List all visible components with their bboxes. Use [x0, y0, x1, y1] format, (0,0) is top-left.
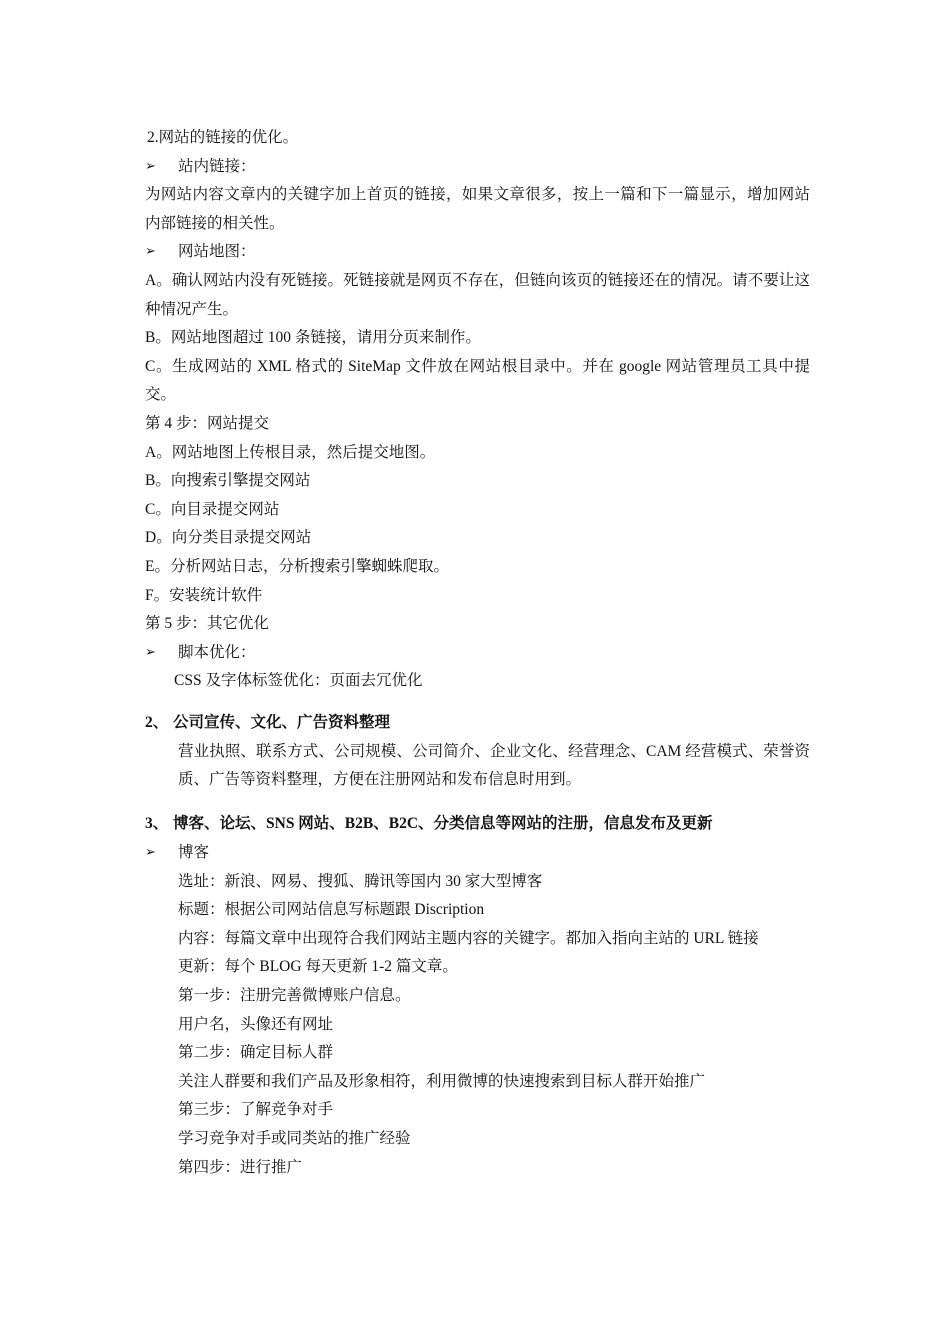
step-one: 第一步：注册完善微博账户信息。 — [178, 987, 411, 1005]
section-heading-3 — [145, 809, 810, 839]
list-item: F。安装统计软件 — [145, 586, 263, 604]
paragraph-company-materials: 营业执照、联系方式、公司规模、公司简介、企业文化、经营理念、CAM 经营模式、荣誉资质、广告等资料整理，方便在注册网站和发布信息时用到。 — [178, 742, 810, 789]
bullet-label: 博客 — [178, 844, 210, 862]
paragraph-xml-sitemap: C。生成网站的 XML 格式的 SiteMap 文件放在网站根目录中。并在 google 网站管理员工具中提交。 — [145, 357, 810, 404]
list-item: B。向搜索引擎提交网站 — [145, 472, 311, 490]
document-body — [145, 124, 810, 1182]
blog-title: 标题：根据公司网站信息写标题跟 Discription — [178, 901, 485, 919]
step-three-detail: 学习竞争对手或同类站的推广经验 — [178, 1130, 411, 1147]
blog-content: 内容：每篇文章中出现符合我们网站主题内容的关键字。都加入指向主站的 URL 链接 — [178, 929, 759, 947]
bullet-label: 网站地图： — [178, 243, 256, 261]
step-5-heading: 第 5 步：其它优化 — [145, 615, 270, 633]
css-optimization-line: CSS 及字体标签优化：页面去冗优化 — [174, 672, 423, 690]
arrow-bullet-icon: ➢ — [145, 158, 156, 174]
arrow-bullet-icon: ➢ — [145, 845, 156, 861]
step-three: 第三步：了解竞争对手 — [178, 1101, 334, 1119]
heading-text: 博客、论坛、SNS 网站、B2B、B2C、分类信息等网站的注册，信息发布及更新 — [173, 815, 713, 833]
bullet-label: 脚本优化： — [178, 643, 256, 661]
spacer — [145, 696, 810, 708]
section-title-link-optimization: 2.网站的链接的优化。 — [147, 129, 299, 146]
list-item: A。网站地图上传根目录，然后提交地图。 — [145, 443, 436, 461]
spacer — [145, 795, 810, 809]
heading-number: 2、 — [145, 713, 169, 731]
step-two: 第二步：确定目标人群 — [178, 1044, 334, 1062]
step-four: 第四步：进行推广 — [178, 1158, 303, 1176]
heading-text: 公司宣传、文化、广告资料整理 — [173, 713, 391, 731]
bullet-script-optimization — [145, 639, 810, 668]
list-item: E。分析网站日志，分析搜索引擎蜘蛛爬取。 — [145, 557, 449, 575]
bullet-internal-links — [145, 153, 810, 182]
step-two-detail: 关注人群要和我们产品及形象相符，利用微博的快速搜索到目标人群开始推广 — [178, 1072, 706, 1090]
list-item: C。向目录提交网站 — [145, 500, 280, 518]
paragraph-internal-links: 为网站内容文章内的关键字加上首页的链接，如果文章很多，按上一篇和下一篇显示，增加网站内部链接的相关性。 — [145, 186, 810, 232]
arrow-bullet-icon: ➢ — [145, 244, 156, 260]
blog-update: 更新：每个 BLOG 每天更新 1-2 篇文章。 — [178, 958, 458, 976]
bullet-label: 站内链接： — [178, 157, 256, 175]
bullet-blog — [145, 839, 810, 868]
section-heading-2 — [145, 708, 810, 738]
list-item: D。向分类目录提交网站 — [145, 529, 312, 547]
paragraph-dead-links: A。确认网站内没有死链接。死链接就是网页不存在，但链向该页的链接还在的情况。请不要让这种情况产生。 — [145, 271, 810, 318]
paragraph-pagination: B。网站地图超过 100 条链接，请用分页来制作。 — [145, 329, 481, 347]
bullet-sitemap — [145, 238, 810, 267]
heading-number: 3、 — [145, 815, 169, 833]
step-one-detail: 用户名，头像还有网址 — [178, 1015, 334, 1033]
step-4-heading: 第 4 步：网站提交 — [145, 414, 270, 432]
blog-site-selection: 选址：新浪、网易、搜狐、腾讯等国内 30 家大型博客 — [178, 872, 543, 890]
arrow-bullet-icon: ➢ — [145, 644, 156, 660]
